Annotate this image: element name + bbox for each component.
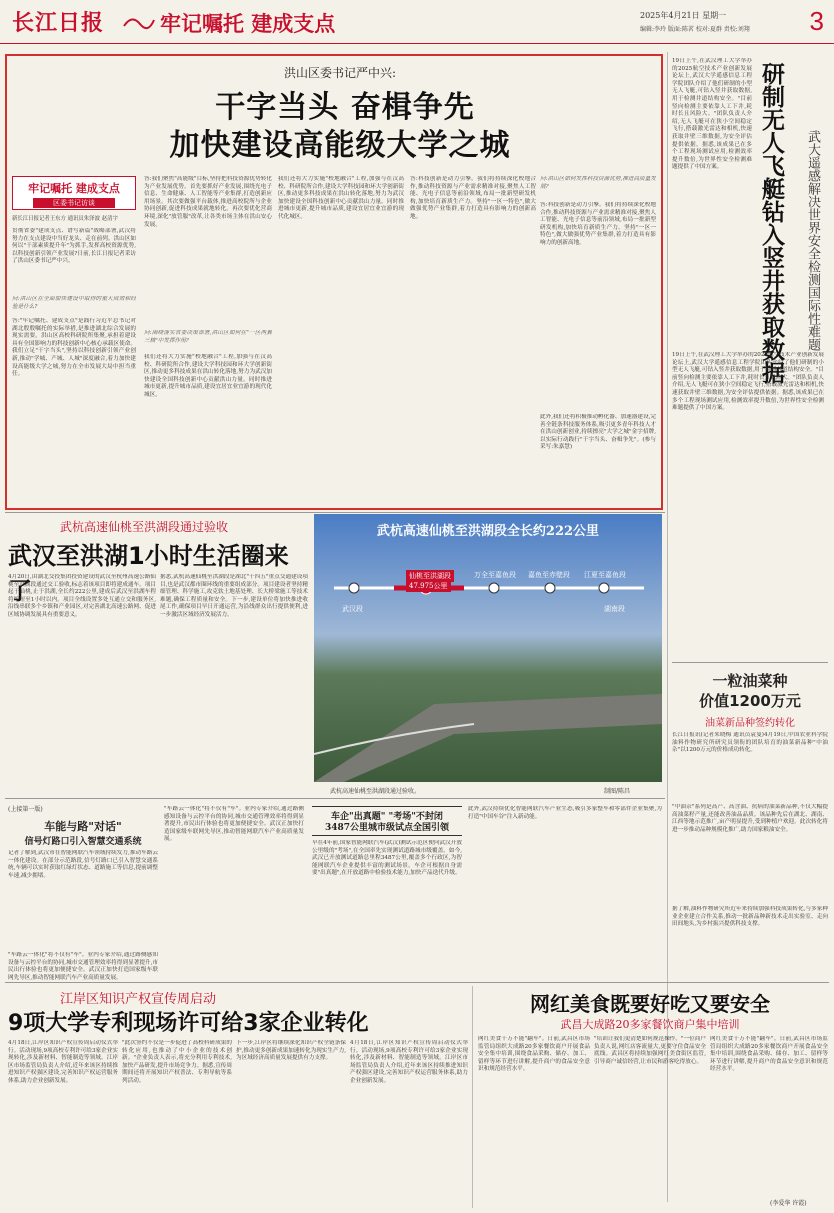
map-node-4: 江夏至嘉鱼段 (584, 571, 626, 579)
badge-subtitle: 区委书记访谈 (33, 198, 115, 208)
car-body-2: "车路云一体化"将不仅有"车"。业内专家介绍,通过路侧感知设备与云控平台的协同,城市交通管理效率将得到显著提升,市民出行体验也将更加便捷安全。武汉正加快打造国家级车联网先导区,推动智能网联汽车产业高质量发展。 (164, 806, 304, 843)
mid-body-col1: 4月20日,由湖北交投集团投资建设的武汉至杭州高速公路仙桃至洪湖段通过交工验收,标志着该项目即将建成通车。项目起于仙桃,止于洪湖,全长约222公里,建成后武汉至洪湖车程将缩短至1小时以内。项目全线设置多处互通立交和服务区,沿线串联多个乡镇和产业园区,对完善湖北高速公路网、促进区域协调发展具有重要意义。 (8, 574, 156, 618)
lead-col2-b: 我们还将大力实施"校地融合"工程,加强与在汉高校、科研院所合作,建设大学科技园和环大学创新街区,推动更多科技成果在洪山转化落地,努力为武汉加快建设全国科技创新中心贡献洪山力量。同时推进城市更新,提升城市品质,建设宜居宜业宜游的现代化城区。 (144, 354, 272, 398)
right-story-title: 研制无人飞艇钻入竖井获取数据 (758, 62, 784, 384)
food-subtitle: 武昌大成路20多家餐饮商户集中培训 (560, 1018, 740, 1031)
food-credit: (李爱华 许霞) (770, 1200, 807, 1207)
food-body-col2: "培训让我们更清楚如何规范操作。"一位商户负责人说,网红店客流量大,更要守住食品安全底线。武昌区将持续加强网红美食街区监管,引导商户诚信经营,让市民和游客吃得放心。 (594, 1036, 706, 1065)
divider-right (672, 662, 828, 663)
divider-3 (5, 982, 829, 983)
map-node-5: 湖南段 (604, 605, 625, 613)
ip-body-col1: 4月18日,江岸区知识产权宣传周启动仪式举行。活动现场,9项高校专利许可给3家企业实现转化,涉及新材料、智能制造等领域。江岸区市场监管局负责人介绍,近年来该区持续推进知识产权强区建设,完善知识产权运营服务体系,助力企业创新发展。 (8, 1040, 118, 1084)
right-story (672, 58, 752, 348)
lead-col4: 答:科技创新是动力引擎。我们将持续深化校地合作,推动科技资源与产业需求精准对接,聚焦人工智能、光电子信息等前沿领域,布局一批新型研发机构,加快培育新质生产力。坚持"一区一特色",做大做强优势产业集群,着力打造具有影响力的创新高地。 (410, 176, 536, 220)
veg-body-3: 据了解,油料作物研究所近年来持续加强科技成果转化,与多家种业企业建立合作关系,推动一批新品种新技术走出实验室、走向田间地头,为乡村振兴提供科技支撑。 (672, 906, 828, 928)
divider-bottom (472, 986, 473, 1208)
section-title: 牢记嘱托 建成支点 (160, 11, 336, 36)
map-title: 武杭高速仙桃至洪湖段全长约222公里 (376, 524, 600, 539)
car-body-2a: "车路云一体化"将不仅有"车"。业内专家介绍,通过路侧感知设备与云控平台的协同,城市交通管理效率将得到显著提升,市民出行体验也将更加便捷安全。武汉正加快打造国家级车联网先导区,推动智能网联汽车产业高质量发展。 (8, 952, 158, 981)
car-title-2: 信号灯路口引入智慧交通系统 (24, 837, 142, 847)
divider-2 (5, 798, 665, 799)
ip-kicker: 江岸区知识产权宣传周启动 (60, 992, 217, 1007)
map-node-0: 武汉段 (342, 605, 363, 613)
lead-intro: 贯彻省委"建成支点、谱写新篇"战略部署,武汉将努力在支点建设中当好龙头、走在前列。洪山区如何以"干部素质提升年"为抓手,发挥高校资源优势,以科技创新引领产业发展?日前,长江日报记者采访了洪山区委书记严中兴。 (12, 228, 136, 265)
map-node-2: 万全至嘉鱼段 (474, 571, 516, 579)
lead-byline: 新长江日报记者王东方 通讯员朱泽波 赵清宇 (12, 216, 118, 222)
lead-title-2: 加快建设高能级大学之城 (169, 128, 511, 163)
lead-question-1: 问:洪山区在全面加快建设中取得的重大成效和经验是什么? (12, 296, 136, 310)
badge-title: 牢记嘱托 建成支点 (28, 182, 120, 195)
ip-body-col3: 下一步,江岸区将继续深化知识产权全链条保护,推动更多创新成果加速转化为现实生产力,为区域经济高质量发展提供有力支撑。 (236, 1040, 346, 1062)
veg-title: 一粒油菜种 (712, 672, 788, 690)
page-number: 3 (809, 6, 824, 36)
newspaper-logo: 长江日报 (12, 10, 105, 36)
lead-answer-1: 答:"牢记嘱托、建成支点"是践行习近平总书记对湖北殷殷嘱托的实际举措,是推进湖北综合发展的现实需要。洪山区高校科研院所集聚,承担着建设具有全国影响力的科技创新中心核心承载区使命。我们立足"干字当头",坚持以科技创新引领产业创新,推动"学城、产城、人城"深度融合,着力加快建设高能级大学之城,努力在全市发展大局中担当重任。 (12, 318, 136, 378)
lead-title-1: 干字当头 奋楫争先 (215, 90, 475, 125)
right-story-subtitle: 武大遥感解决世界安全检测国际性难题 (805, 130, 820, 351)
mid-kicker: 武杭高速仙桃至洪湖段通过验收 (60, 520, 229, 534)
wave-icon (122, 10, 156, 34)
right-story-body-2: 19日上午,在武汉理工大学举办的2025航空技术产业创新发展论坛上,武汉大学遥感信息工程学院团队介绍了他们研制的小型无人飞艇,可钻入竖井获取数据,用于检测井道结构安全。"目前竖向检测主要依靠人工下井,耗时长且风险大。"团队负责人介绍,无人飞艇可在狭小空间稳定飞行,搭载激光雷达和相机,快速获取井壁三维数据,为安全评估提供依据。据悉,该成果已在多个工程现场测试应用,检测效率提升数倍,为世界性安全检测难题提供了中国方案。 (672, 352, 824, 412)
ip-title: 9项大学专利现场许可给3家企业转化 (8, 1011, 369, 1036)
veg-body: 长江日报讯(记者朱晓梅 通讯员袁曼)4月19日,中国农业科学院油料作物研究所研究员领衔的团队培育的油菜新品种"中油杂"以1200万元的价格成功转化。 (672, 732, 828, 754)
ev-title: 车企"出真题" "考场"不封闭 (312, 806, 462, 822)
staff-credits: 编辑:李玲 版面:陈茗 校对:夏群 责校:刘翔 (640, 26, 750, 33)
food-title: 网红美食既要好吃又要安全 (530, 992, 770, 1016)
map-credit: 制图/陈昌 (604, 788, 631, 795)
ip-body-col2: "此次签约不仅是一步促进了高校科研成果的转化应用,也推动了中小企业的技术创新。"企业负责人表示,将充分利用专利技术,加快产品研发,提升市场竞争力。据悉,宣传周期间还将开展知识产权普法、专利导航等系列活动。 (122, 1040, 232, 1084)
food-body-col3: 网红美食千万不能"翻车"。日前,武昌区市场监管局组织大成路20多家餐饮商户开展食品安全集中培训,围绕食品采购、储存、加工、留样等环节进行讲解,提升商户的食品安全意识和规范经营水平。 (710, 1036, 828, 1073)
interview-badge (12, 176, 136, 210)
mid-title: 武汉至洪湖1小时生活圈来了 (8, 542, 289, 605)
lead-col2-a: 答:我们聚焦"高能级"目标,坚持把科技资源优势转化为产业发展优势。首先要抓好产业发展,围绕光电子信息、生命健康、人工智能等产业集群,打造创新应用场景。其次要做强平台载体,推进高校院所与企业协同创新,促进科技成果就地转化。再次要优化营商环境,深化"放管服"改革,让各类市场主体在洪山安心发展。 (144, 176, 272, 228)
veg-title-2: 价值1200万元 (699, 692, 801, 710)
lead-kicker: 洪山区委书记严中兴: (283, 66, 397, 80)
ev-title-2: 3487公里城市级试点全国引领 (312, 820, 462, 836)
masthead (0, 0, 834, 44)
ev-body-2: 此外,武汉持续优化智能网联汽车产业生态,吸引多家整车和零部件企业集聚,为打造"中国车谷"注入新动能。 (468, 806, 662, 820)
lead-col5-end: 此外,我们还将积极推动孵化器、加速器建设,完善全链条科技服务体系,吸引更多青年科技人才在洪山创新创业,持续擦亮"大学之城"金字招牌,以实际行动践行"干字当头、奋楫争先"。(参与采写:朱嘉慧) (540, 414, 656, 451)
lead-question-2: 问:围绕落实省委决策部署,洪山区如何在"一区两翼三核"中发挥作用? (144, 330, 272, 344)
map-node-1: 仙桃至洪湖段 (406, 570, 454, 582)
lead-question-3: 问:洪山区如何发挥科技资源优势,推进高质量发展? (540, 176, 656, 190)
veg-subtitle: 油菜新品种签约转化 (705, 718, 795, 729)
issue-date: 2025年4月21日 星期一 (640, 11, 727, 20)
map-highlight-length: 47.975公里 (406, 580, 451, 592)
map-node-3: 嘉鱼至赤壁段 (528, 571, 570, 579)
lead-col3: 我们还将大力实施"校地融合"工程,加强与在汉高校、科研院所合作,建设大学科技园和环大学创新街区,推动更多科技成果在洪山转化落地,努力为武汉加快建设全国科技创新中心贡献洪山力量。同时推进城市更新,提升城市品质,建设宜居宜业宜游的现代化城区。 (278, 176, 404, 220)
food-body-col1: 网红美食千万不能"翻车"。日前,武昌区市场监管局组织大成路20多家餐饮商户开展食品安全集中培训,围绕食品采购、储存、加工、留样等环节进行讲解,提升商户的食品安全意识和规范经营水平。 (478, 1036, 590, 1073)
highway-illustration (314, 664, 662, 782)
veg-body-2: "中油杂"系列是高产、高含油、抗病的油菜新品种,不仅大幅提高油菜籽产量,还能改善油品品质。该品种先后在湖北、湖南、江西等地示范推广,亩产明显提升,受到种植户欢迎。此次转化将进一步推动品种规模化推广,助力国家粮油安全。 (672, 804, 828, 833)
ev-body: 早在4年前,国家智能网联汽车(武汉)测试示范区便向武汉开放公里级的"考场",在全国率先实现测试道路城市级覆盖。如今,武汉已开放测试道路总里程3487公里,覆盖多个行政区,为智能网联汽车企业提供丰富的测试场景。车企可根据自身需要"出真题",在开放道路中检验技术能力,加快产品迭代升级。 (312, 840, 462, 877)
map-graphic (314, 514, 662, 782)
map-caption: 武杭高速仙桃至洪湖段通过验收。 (330, 788, 421, 795)
lead-col5: 答:科技创新是动力引擎。我们将持续深化校地合作,推动科技资源与产业需求精准对接,聚焦人工智能、光电子信息等前沿领域,布局一批新型研发机构,加快培育新质生产力。坚持"一区一特色",做大做强优势产业集群,着力打造具有影响力的创新高地。 (540, 202, 656, 246)
divider-1 (5, 512, 665, 513)
car-body: 记者了解到,武汉市在智能网联汽车领域持续发力,推动车路云一体化建设。在部分示范路段,信号灯路口已引入智慧交通系统,车辆可以实时获取红绿灯状态、道路施工等信息,提前调整车速,减少拥堵。 (8, 850, 158, 879)
mid-body-col2: 据悉,武杭高速仙桃至洪湖段是湖北"十四五"重点交通建设项目,也是武汉都市圈环线的重要组成部分。项目建设者坚持精细管理、科学施工,攻克软土地基处理、长大桥梁施工等技术难题,确保工程质量和安全。下一步,建设单位将加快推进收尾工作,确保项目早日开通运营,为沿线群众出行提供便利,进一步激活区域经济发展活力。 (160, 574, 308, 618)
car-title: 车能与路"对话" (44, 820, 122, 833)
car-kicker: (上接第一版) (8, 806, 43, 813)
ip-body-col4: 4月18日,江岸区知识产权宣传周启动仪式举行。活动现场,9项高校专利许可给3家企业实现转化,涉及新材料、智能制造等领域。江岸区市场监管局负责人介绍,近年来该区持续推进知识产权强区建设,完善知识产权运营服务体系,助力企业创新发展。 (350, 1040, 468, 1084)
right-story-body: 19日上午,在武汉理工大学举办的2025航空技术产业创新发展论坛上,武汉大学遥感信息工程学院团队介绍了他们研制的小型无人飞艇,可钻入竖井获取数据,用于检测井道结构安全。"目前竖向检测主要依靠人工下井,耗时长且风险大。"团队负责人介绍,无人飞艇可在狭小空间稳定飞行,搭载激光雷达和相机,快速获取井壁三维数据,为安全评估提供依据。据悉,该成果已在多个工程现场测试应用,检测效率提升数倍,为世界性安全检测难题提供了中国方案。 (672, 58, 752, 171)
